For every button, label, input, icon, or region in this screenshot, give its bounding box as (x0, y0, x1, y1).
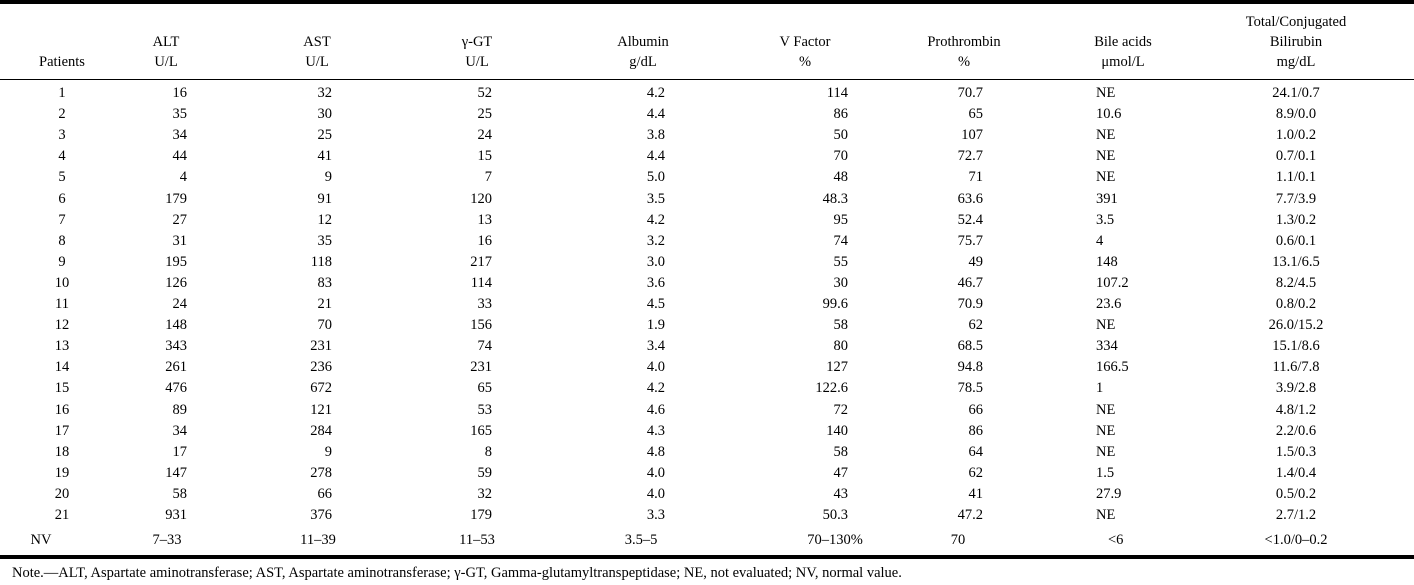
cell-ast: 12 (317, 211, 332, 228)
cell-patients: 8 (58, 232, 66, 249)
cell-ggt: 15 (477, 148, 492, 165)
header-line: Albumin (617, 34, 669, 50)
cell-albumin: 4.2 (646, 85, 665, 101)
cell-vfactor: 99.6 (822, 296, 848, 312)
nv-cell-prothrombin: 70 (950, 532, 966, 548)
cell-alt: 44 (172, 148, 187, 165)
cell-bilirubin: 26.0/15.2 (1268, 317, 1324, 334)
cell-patients: 18 (54, 443, 70, 460)
cell-albumin: 4.4 (646, 148, 665, 165)
header-ast (277, 10, 357, 72)
cell-prothrombin: 70.7 (957, 85, 983, 101)
cell-alt: 27 (172, 211, 187, 228)
cell-ast: 32 (317, 85, 332, 101)
cell-ggt: 217 (470, 253, 492, 270)
cell-vfactor: 74 (833, 232, 848, 249)
table-row (0, 504, 1414, 526)
cell-ast: 236 (310, 359, 332, 376)
cell-prothrombin: 63.6 (957, 190, 983, 207)
cell-patients: 9 (58, 253, 66, 270)
cell-bilirubin: 2.2/0.6 (1275, 422, 1317, 439)
cell-bile: NE (1096, 507, 1116, 523)
cell-ggt: 120 (470, 190, 492, 207)
header-line: Prothrombin (927, 34, 1001, 50)
cell-vfactor: 86 (833, 106, 848, 123)
table-header-rule (0, 79, 1414, 80)
nv-cell-ggt: 11–53 (459, 532, 495, 548)
nv-cell-bile: <6 (1108, 532, 1124, 548)
cell-ggt: 53 (477, 401, 492, 418)
cell-prothrombin: 49 (968, 253, 983, 270)
header-line: Total/Conjugated (1245, 14, 1347, 30)
header-ggt (437, 10, 517, 72)
header-line: ALT (152, 34, 180, 50)
table-row (0, 82, 1414, 104)
cell-bilirubin: 1.3/0.2 (1275, 211, 1317, 228)
cell-vfactor: 48.3 (822, 190, 848, 207)
cell-vfactor: 122.6 (815, 380, 848, 397)
cell-patients: 11 (55, 296, 69, 312)
header-line: Bilirubin (1269, 34, 1323, 50)
table-row (0, 399, 1414, 421)
header-albumin (598, 10, 688, 72)
header-line: % (798, 54, 812, 70)
cell-ast: 9 (324, 443, 332, 460)
cell-prothrombin: 68.5 (957, 338, 983, 355)
cell-patients: 14 (54, 359, 70, 376)
cell-ggt: 16 (477, 232, 492, 249)
cell-vfactor: 72 (833, 401, 848, 418)
cell-bilirubin: 13.1/6.5 (1272, 253, 1320, 270)
cell-bile: 1 (1096, 380, 1104, 397)
table-row (0, 335, 1414, 357)
nv-cell-patients: NV (30, 532, 52, 548)
cell-patients: 15 (54, 380, 70, 397)
cell-ggt: 74 (477, 338, 492, 355)
table-row (0, 462, 1414, 484)
cell-bile: 391 (1096, 190, 1118, 207)
table-row (0, 420, 1414, 442)
cell-bilirubin: 2.7/1.2 (1275, 507, 1317, 523)
cell-bilirubin: 0.5/0.2 (1275, 485, 1317, 502)
cell-ast: 284 (310, 422, 332, 439)
table-row (0, 251, 1414, 273)
cell-bile: NE (1096, 401, 1116, 418)
nv-cell-ast: 11–39 (300, 532, 336, 548)
cell-prothrombin: 94.8 (957, 359, 983, 376)
cell-ast: 231 (310, 338, 332, 355)
cell-prothrombin: 72.7 (957, 148, 983, 165)
cell-alt: 126 (165, 274, 187, 291)
table-row (0, 188, 1414, 210)
cell-patients: 4 (58, 148, 66, 165)
cell-alt: 24 (172, 296, 187, 312)
cell-ggt: 8 (484, 443, 492, 460)
cell-bile: 4 (1096, 232, 1104, 249)
cell-bile: 10.6 (1096, 106, 1122, 123)
cell-ggt: 156 (470, 317, 492, 334)
cell-prothrombin: 107 (961, 127, 983, 144)
cell-vfactor: 80 (833, 338, 848, 355)
header-line: μmol/L (1101, 54, 1145, 70)
cell-alt: 931 (165, 507, 187, 523)
cell-bilirubin: 0.8/0.2 (1275, 296, 1317, 312)
cell-vfactor: 70 (833, 148, 848, 165)
cell-prothrombin: 71 (968, 169, 983, 186)
cell-bilirubin: 7.7/3.9 (1275, 190, 1317, 207)
cell-albumin: 4.4 (646, 106, 665, 123)
header-patients (22, 10, 102, 72)
cell-patients: 17 (54, 422, 70, 439)
cell-bilirubin: 8.9/0.0 (1275, 106, 1317, 123)
cell-prothrombin: 78.5 (957, 380, 983, 397)
cell-patients: 3 (58, 127, 66, 144)
cell-albumin: 3.5 (646, 190, 665, 207)
header-bile (1078, 10, 1168, 72)
cell-vfactor: 58 (833, 443, 848, 460)
cell-bilirubin: 0.7/0.1 (1275, 148, 1317, 165)
cell-ggt: 33 (477, 296, 492, 312)
table-row (0, 356, 1414, 378)
cell-vfactor: 95 (833, 211, 848, 228)
cell-bile: NE (1096, 443, 1116, 460)
cell-alt: 31 (172, 232, 187, 249)
cell-ast: 91 (317, 190, 332, 207)
cell-bile: NE (1096, 148, 1116, 165)
cell-bilirubin: 11.6/7.8 (1272, 359, 1320, 376)
header-line: V Factor (779, 34, 831, 50)
cell-prothrombin: 86 (968, 422, 983, 439)
cell-albumin: 4.2 (646, 380, 665, 397)
cell-prothrombin: 46.7 (957, 274, 983, 291)
header-alt (126, 10, 206, 72)
cell-bile: 148 (1096, 253, 1118, 270)
cell-bilirubin: 3.9/2.8 (1275, 380, 1317, 397)
cell-prothrombin: 62 (968, 464, 983, 481)
table-top-rule (0, 0, 1414, 4)
cell-prothrombin: 41 (968, 485, 983, 502)
cell-vfactor: 30 (833, 274, 848, 291)
cell-prothrombin: 52.4 (957, 211, 983, 228)
nv-cell-bilirubin: <1.0/0–0.2 (1264, 532, 1328, 548)
header-bilirubin (1221, 10, 1371, 72)
cell-albumin: 5.0 (646, 169, 665, 186)
cell-albumin: 4.3 (646, 422, 665, 439)
cell-ast: 672 (310, 380, 332, 397)
cell-prothrombin: 65 (968, 106, 983, 123)
header-line: g/dL (629, 54, 657, 70)
cell-ggt: 52 (477, 85, 492, 101)
cell-bilirubin: 1.5/0.3 (1275, 443, 1317, 460)
cell-ast: 21 (317, 296, 332, 312)
table-row (0, 441, 1414, 463)
cell-ast: 66 (317, 485, 332, 502)
cell-bile: NE (1096, 422, 1116, 439)
cell-vfactor: 140 (826, 422, 848, 439)
table-row (0, 124, 1414, 146)
cell-bile: 107.2 (1096, 274, 1129, 291)
cell-ggt: 231 (470, 359, 492, 376)
cell-albumin: 3.6 (646, 274, 665, 291)
cell-vfactor: 58 (833, 317, 848, 334)
cell-bilirubin: 4.8/1.2 (1275, 401, 1317, 418)
table-row (0, 314, 1414, 336)
cell-bile: 334 (1096, 338, 1118, 355)
cell-bilirubin: 8.2/4.5 (1275, 274, 1317, 291)
cell-prothrombin: 62 (968, 317, 983, 334)
cell-bile: NE (1096, 317, 1116, 334)
cell-ggt: 165 (470, 422, 492, 439)
cell-albumin: 4.8 (646, 443, 665, 460)
cell-bilirubin: 1.0/0.2 (1275, 127, 1317, 144)
cell-patients: 19 (54, 464, 70, 481)
cell-ast: 121 (310, 401, 332, 418)
cell-albumin: 4.2 (646, 211, 665, 228)
cell-patients: 16 (54, 401, 70, 418)
cell-albumin: 4.6 (646, 401, 665, 418)
header-line: U/L (465, 54, 489, 70)
cell-bile: 166.5 (1096, 359, 1129, 376)
cell-alt: 147 (165, 464, 187, 481)
cell-bilirubin: 15.1/8.6 (1272, 338, 1320, 355)
cell-vfactor: 55 (833, 253, 848, 270)
cell-alt: 261 (165, 359, 187, 376)
table-row (0, 209, 1414, 231)
cell-alt: 476 (165, 380, 187, 397)
cell-prothrombin: 70.9 (957, 296, 983, 312)
cell-alt: 58 (172, 485, 187, 502)
cell-ast: 278 (310, 464, 332, 481)
cell-ast: 35 (317, 232, 332, 249)
cell-albumin: 3.3 (646, 507, 665, 523)
cell-vfactor: 47 (833, 464, 848, 481)
cell-bilirubin: 1.4/0.4 (1275, 464, 1317, 481)
table-bottom-rule (0, 555, 1414, 559)
cell-bile: 27.9 (1096, 485, 1122, 502)
cell-patients: 10 (54, 274, 70, 291)
cell-ggt: 65 (477, 380, 492, 397)
cell-ggt: 114 (470, 274, 492, 291)
cell-bile: NE (1096, 85, 1116, 101)
cell-bile: NE (1096, 169, 1116, 186)
cell-albumin: 3.8 (646, 127, 665, 144)
cell-ast: 83 (317, 274, 332, 291)
cell-patients: 5 (58, 169, 66, 186)
cell-alt: 179 (165, 190, 187, 207)
cell-prothrombin: 47.2 (957, 507, 983, 523)
table-row (0, 483, 1414, 505)
header-line: AST (303, 34, 331, 50)
cell-ggt: 13 (477, 211, 492, 228)
table-row (0, 377, 1414, 399)
table-row (0, 293, 1414, 315)
cell-vfactor: 127 (826, 359, 848, 376)
header-line: γ-GT (461, 34, 493, 50)
table-note: Note.—ALT, Aspartate aminotransferase; AST, Aspartate aminotransferase; γ-GT, Gamma-glutamyltranspeptidase; NE, not evaluated; NV, normal value. (12, 565, 902, 581)
nv-cell-vfactor: 70–130% (807, 532, 863, 548)
cell-vfactor: 114 (826, 85, 848, 101)
cell-patients: 7 (58, 211, 66, 228)
cell-alt: 4 (179, 169, 187, 186)
cell-alt: 34 (172, 127, 187, 144)
table-row (0, 166, 1414, 188)
cell-alt: 34 (172, 422, 187, 439)
cell-albumin: 3.0 (646, 253, 665, 270)
cell-alt: 195 (165, 253, 187, 270)
cell-alt: 16 (172, 85, 187, 101)
header-line: U/L (305, 54, 329, 70)
cell-patients: 13 (54, 338, 70, 355)
header-line: mg/dL (1276, 54, 1316, 70)
cell-patients: 20 (54, 485, 70, 502)
cell-bilirubin: 0.6/0.1 (1275, 232, 1317, 249)
cell-albumin: 4.0 (646, 485, 665, 502)
cell-albumin: 4.0 (646, 359, 665, 376)
cell-prothrombin: 66 (968, 401, 983, 418)
cell-bile: 3.5 (1096, 211, 1115, 228)
header-line: Patients (39, 54, 85, 70)
cell-patients: 2 (58, 106, 66, 123)
header-line: % (957, 54, 971, 70)
cell-bilirubin: 24.1/0.7 (1272, 85, 1320, 101)
cell-patients: 21 (54, 507, 70, 523)
cell-bilirubin: 1.1/0.1 (1275, 169, 1317, 186)
cell-ggt: 179 (470, 507, 492, 523)
header-line: U/L (154, 54, 178, 70)
cell-alt: 35 (172, 106, 187, 123)
cell-albumin: 4.5 (646, 296, 665, 312)
cell-ast: 376 (310, 507, 332, 523)
cell-albumin: 3.4 (646, 338, 665, 355)
cell-ast: 30 (317, 106, 332, 123)
cell-prothrombin: 64 (968, 443, 983, 460)
cell-ast: 41 (317, 148, 332, 165)
normal-value-row (0, 529, 1414, 551)
cell-albumin: 3.2 (646, 232, 665, 249)
cell-ggt: 25 (477, 106, 492, 123)
cell-bile: 23.6 (1096, 296, 1122, 312)
header-line: Bile acids (1094, 34, 1152, 50)
cell-albumin: 4.0 (646, 464, 665, 481)
cell-alt: 343 (165, 338, 187, 355)
table-row (0, 145, 1414, 167)
nv-cell-albumin: 3.5–5 (624, 532, 658, 548)
cell-patients: 1 (58, 85, 66, 101)
cell-bile: NE (1096, 127, 1116, 144)
cell-patients: 6 (58, 190, 66, 207)
cell-bile: 1.5 (1096, 464, 1115, 481)
header-vfactor (760, 10, 850, 72)
cell-ast: 70 (317, 317, 332, 334)
cell-ggt: 24 (477, 127, 492, 144)
table-row (0, 103, 1414, 125)
cell-prothrombin: 75.7 (957, 232, 983, 249)
cell-patients: 12 (54, 317, 70, 334)
cell-vfactor: 50 (833, 127, 848, 144)
cell-ggt: 7 (484, 169, 492, 186)
cell-vfactor: 48 (833, 169, 848, 186)
cell-alt: 148 (165, 317, 187, 334)
cell-ast: 118 (310, 253, 332, 270)
cell-albumin: 1.9 (646, 317, 665, 334)
table-row (0, 272, 1414, 294)
cell-ast: 25 (317, 127, 332, 144)
cell-ggt: 32 (477, 485, 492, 502)
table-row (0, 230, 1414, 252)
cell-alt: 89 (172, 401, 187, 418)
cell-vfactor: 50.3 (822, 507, 848, 523)
cell-vfactor: 43 (833, 485, 848, 502)
cell-alt: 17 (172, 443, 187, 460)
nv-cell-alt: 7–33 (152, 532, 182, 548)
cell-ast: 9 (324, 169, 332, 186)
cell-ggt: 59 (477, 464, 492, 481)
header-prothrombin (919, 10, 1009, 72)
